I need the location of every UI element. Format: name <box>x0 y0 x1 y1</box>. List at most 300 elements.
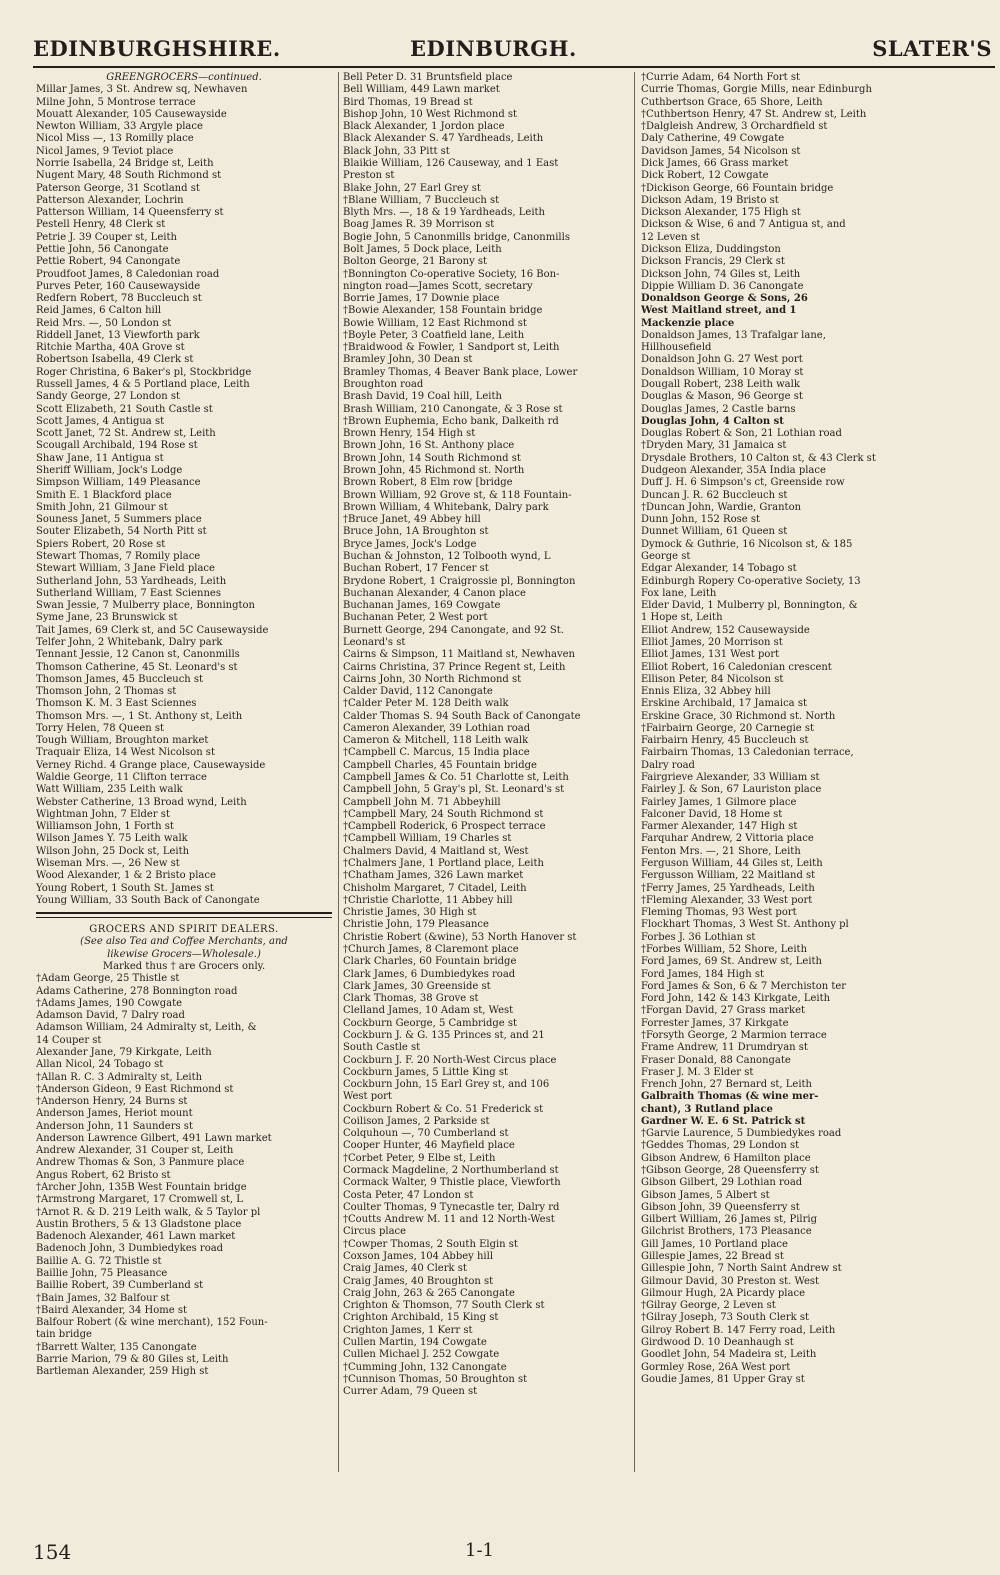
directory-entry: Blaikie William, 126 Causeway, and 1 East <box>343 157 559 169</box>
directory-entry: Campbell John, 5 Gray's pl, St. Leonard's st <box>343 784 565 796</box>
directory-entry: †Gilray George, 2 Leven st <box>641 1300 776 1312</box>
directory-entry: Fenton Mrs. —, 21 Shore, Leith <box>641 845 801 857</box>
directory-entry: Pestell Henry, 48 Clerk st <box>36 219 166 231</box>
directory-entry: South Castle st <box>343 1042 421 1054</box>
directory-entry: Simpson William, 149 Pleasance <box>36 477 201 489</box>
directory-entry: Craig John, 263 & 265 Canongate <box>343 1287 515 1299</box>
directory-entry: Roger Christina, 6 Baker's pl, Stockbridge <box>36 366 252 378</box>
directory-entry: Crighton James, 1 Kerr st <box>343 1324 473 1336</box>
directory-entry: Calder Thomas S. 94 South Back of Canongate <box>343 710 581 722</box>
directory-entry: Andrew Alexander, 31 Couper st, Leith <box>36 1145 234 1157</box>
directory-entry: Duncan J. R. 62 Buccleuch st <box>641 489 788 501</box>
directory-entry: Gilmour Hugh, 2A Picardy place <box>641 1287 805 1299</box>
directory-entry: †Campbell Roderick, 6 Prospect terrace <box>343 821 546 833</box>
directory-entry: †Christie Charlotte, 11 Abbey hill <box>343 894 513 906</box>
directory-entry: Waldie George, 11 Clifton terrace <box>36 772 207 784</box>
directory-entry: †Chatham James, 326 Lawn market <box>343 870 524 882</box>
directory-entry: Black Alexander, 1 Jordon place <box>343 121 505 133</box>
directory-entry: Falconer David, 18 Home st <box>641 808 783 820</box>
directory-entry: Nicol James, 9 Teviot place <box>36 145 174 157</box>
directory-entry: Donaldson George & Sons, 26 <box>641 293 808 305</box>
directory-entry: Cameron Alexander, 39 Lothian road <box>343 722 531 734</box>
directory-entry: Dunn John, 152 Rose st <box>641 514 760 526</box>
directory-entry: †Armstrong Margaret, 17 Cromwell st, L <box>36 1194 243 1206</box>
directory-entry: †Cunnison Thomas, 50 Broughton st <box>343 1373 528 1385</box>
directory-entry: Fairbairn Thomas, 13 Caledonian terrace, <box>641 747 854 759</box>
directory-entry: Scougall Archibald, 194 Rose st <box>36 440 198 452</box>
directory-entry: Clelland James, 10 Adam st, West <box>343 1005 514 1017</box>
directory-entry: Donaldson William, 10 Moray st <box>641 366 804 378</box>
directory-entry: Russell James, 4 & 5 Portland place, Leith <box>36 379 250 391</box>
directory-entry: Ford John, 142 & 143 Kirkgate, Leith <box>641 993 831 1005</box>
directory-entry: Purves Peter, 160 Causewayside <box>36 280 201 292</box>
directory-entry: Bramley Thomas, 4 Beaver Bank place, Lower <box>343 366 578 378</box>
directory-entry: †Allan R. C. 3 Admiralty st, Leith <box>36 1071 203 1083</box>
directory-entry: Elliot James, 20 Morrison st <box>641 636 783 648</box>
directory-entry: †Boyle Peter, 3 Coatfield lane, Leith <box>343 329 525 341</box>
directory-entry: Broughton road <box>343 379 424 391</box>
directory-entry: †Currie Adam, 64 North Fort st <box>641 72 801 83</box>
directory-entry: 1 Hope st, Leith <box>641 612 723 624</box>
directory-entry: Buchanan Peter, 2 West port <box>343 612 488 624</box>
directory-entry: Adamson David, 7 Dalry road <box>36 1010 185 1022</box>
directory-entry: †Forgan David, 27 Grass market <box>641 1005 806 1017</box>
directory-entry: Patterson Alexander, Lochrin <box>36 194 184 206</box>
directory-entry: Proudfoot James, 8 Caledonian road <box>36 268 220 280</box>
directory-entry: Adamson William, 24 Admiralty st, Leith, & <box>36 1022 257 1034</box>
directory-entry: Coulter Thomas, 9 Tynecastle ter, Dalry rd <box>343 1201 560 1213</box>
directory-column-1 <box>36 72 332 1379</box>
directory-entry: nington road—James Scott, secretary <box>343 280 533 292</box>
directory-entry: Souness Janet, 5 Summers place <box>36 514 202 526</box>
directory-entry: Wightman John, 7 Elder st <box>36 808 170 820</box>
directory-entry: Buchan & Johnston, 12 Tolbooth wynd, L <box>343 550 551 562</box>
directory-entry: Clark James, 6 Dumbiedykes road <box>343 968 516 980</box>
directory-entry: †Fairbairn George, 20 Carnegie st <box>641 722 815 734</box>
directory-entry: Tennant Jessie, 12 Canon st, Canonmills <box>36 649 240 661</box>
directory-entry: Millar James, 3 St. Andrew sq, Newhaven <box>36 84 248 96</box>
directory-entry: Fraser J. M. 3 Elder st <box>641 1066 754 1078</box>
page-footer <box>0 1540 1000 1570</box>
directory-entry: Anderson Lawrence Gilbert, 491 Lawn market <box>36 1132 272 1144</box>
directory-entry: Duff J. H. 6 Simpson's ct, Greenside row <box>641 477 845 489</box>
directory-entry: †Bowie Alexander, 158 Fountain bridge <box>343 305 543 317</box>
directory-entry: Dymock & Guthrie, 16 Nicolson st, & 185 <box>641 538 853 550</box>
directory-entry: Farmer Alexander, 147 High st <box>641 821 798 833</box>
directory-entry: †Archer John, 135B West Fountain bridge <box>36 1182 247 1194</box>
directory-entry: Reid Mrs. —, 50 London st <box>36 317 172 329</box>
directory-entry: Cormack Magdeline, 2 Northumberland st <box>343 1165 559 1177</box>
directory-entry: Baillie Robert, 39 Cumberland st <box>36 1280 204 1292</box>
directory-entry: Colquhoun —, 70 Cumberland st <box>343 1128 509 1140</box>
directory-entry: Stewart Thomas, 7 Romily place <box>36 550 201 562</box>
directory-entry: Bramley John, 30 Dean st <box>343 354 473 366</box>
directory-entry: Buchanan Alexander, 4 Canon place <box>343 587 526 599</box>
directory-entry: Thomson John, 2 Thomas st <box>36 686 177 698</box>
directory-entry: Cooper Hunter, 46 Mayfield place <box>343 1140 515 1152</box>
directory-entry: Gill James, 10 Portland place <box>641 1238 788 1250</box>
directory-entry: Elder David, 1 Mulberry pl, Bonnington, & <box>641 600 858 612</box>
directory-entry: Riddell Janet, 13 Viewforth park <box>36 329 200 341</box>
directory-entry: Fox lane, Leith <box>641 587 717 599</box>
directory-entry: Ferguson William, 44 Giles st, Leith <box>641 858 823 869</box>
directory-entry: Dickson Alexander, 175 High st <box>641 207 801 219</box>
directory-entry: Forrester James, 37 Kirkgate <box>641 1017 789 1029</box>
directory-entry: †Dickison George, 66 Fountain bridge <box>641 182 834 194</box>
directory-entry: West Maitland street, and 1 <box>641 305 797 317</box>
directory-entry: Dalry road <box>641 759 695 771</box>
directory-entry: †Barrett Walter, 135 Canongate <box>36 1341 197 1353</box>
directory-entry: Douglas James, 2 Castle barns <box>641 403 796 415</box>
directory-entry: Ford James, 184 High st <box>641 968 764 980</box>
column-separator <box>634 72 635 1472</box>
header-rule <box>33 66 995 68</box>
directory-entry: Bogie John, 5 Canonmills bridge, Canonmills <box>343 231 570 243</box>
directory-entry: Coxson James, 104 Abbey hill <box>343 1251 494 1262</box>
directory-entry: Gardner W. E. 6 St. Patrick st <box>641 1115 806 1127</box>
directory-entry: Bruce John, 1A Broughton st <box>343 526 489 538</box>
directory-entry: Baillie A. G. 72 Thistle st <box>36 1255 162 1267</box>
directory-entry: Gibson Gilbert, 29 Lothian road <box>641 1177 803 1189</box>
directory-entry: Ennis Eliza, 32 Abbey hill <box>641 686 771 698</box>
directory-entry: †Campbell C. Marcus, 15 India place <box>343 747 530 759</box>
directory-entry: Souter Elizabeth, 54 North Pitt st <box>36 526 207 538</box>
directory-entry: †Church James, 8 Claremont place <box>343 943 519 955</box>
directory-entry: Badenoch John, 3 Dumbiedykes road <box>36 1243 224 1255</box>
directory-entry: Blake John, 27 Earl Grey st <box>343 182 481 194</box>
directory-entry: Fairbairn Henry, 45 Buccleuch st <box>641 735 809 747</box>
directory-entry: †Forsyth George, 2 Marmion terrace <box>641 1029 827 1041</box>
directory-entry: Verney Richd. 4 Grange place, Causewayside <box>36 759 266 771</box>
directory-entry: Galbraith Thomas (& wine mer- <box>641 1091 819 1103</box>
directory-entry: 14 Couper st <box>36 1034 102 1046</box>
section-subnote: Marked thus † are Grocers only. <box>102 960 266 972</box>
directory-entry: Swan Jessie, 7 Mulberry place, Bonnington <box>36 600 255 612</box>
directory-entry: Black John, 33 Pitt st <box>343 145 450 157</box>
directory-entry: Cockburn J. & G. 135 Princes st, and 21 <box>343 1029 545 1041</box>
directory-entry: Preston st <box>343 170 395 182</box>
directory-entry: Robertson Isabella, 49 Clerk st <box>36 354 194 366</box>
directory-entry: Campbell Charles, 45 Fountain bridge <box>343 759 537 771</box>
directory-entry: Thomson Catherine, 45 St. Leonard's st <box>36 661 238 673</box>
directory-entry: Goudie James, 81 Upper Gray st <box>641 1373 805 1385</box>
directory-entry: Boag James R. 39 Morrison st <box>343 219 495 231</box>
directory-entry: Anderson James, Heriot mount <box>36 1108 193 1120</box>
directory-entry: Gilbert William, 26 James st, Pilrig <box>641 1214 817 1226</box>
directory-entry: †Coutts Andrew M. 11 and 12 North-West <box>343 1214 555 1226</box>
directory-entry: Wilson James Y. 75 Leith walk <box>36 833 188 845</box>
directory-entry: Ellison Peter, 84 Nicolson st <box>641 673 784 685</box>
directory-entry: Torry Helen, 78 Queen st <box>36 722 165 734</box>
directory-entry: Mackenzie place <box>641 317 735 329</box>
directory-entry: 12 Leven st <box>641 231 700 243</box>
directory-entry: Adams Catherine, 278 Bonnington road <box>36 985 238 997</box>
directory-entry: Erskine Grace, 30 Richmond st. North <box>641 710 836 722</box>
directory-entry: Cockburn George, 5 Cambridge st <box>343 1017 518 1029</box>
directory-entry: Andrew Thomas & Son, 3 Panmure place <box>36 1157 245 1169</box>
directory-entry: Gilchrist Brothers, 173 Pleasance <box>641 1226 812 1238</box>
directory-entry: Wiseman Mrs. —, 26 New st <box>36 858 180 869</box>
directory-entry: Gormley Rose, 26A West port <box>641 1361 791 1373</box>
directory-entry: Brydone Robert, 1 Craigrossie pl, Bonnington <box>343 575 576 587</box>
directory-entry: Drysdale Brothers, 10 Calton st, & 43 Clerk st <box>641 452 876 464</box>
directory-entry: Scott Elizabeth, 21 South Castle st <box>36 403 213 415</box>
directory-entry: Fraser Donald, 88 Canongate <box>641 1054 791 1066</box>
directory-entry: Cockburn John, 15 Earl Grey st, and 106 <box>343 1079 550 1091</box>
directory-entry: Fleming Thomas, 93 West port <box>641 907 797 919</box>
directory-entry: Brown John, 45 Richmond st. North <box>343 465 525 476</box>
directory-entry: Farquhar Andrew, 2 Vittoria place <box>641 833 814 845</box>
directory-entry: Calder David, 112 Canongate <box>343 686 493 698</box>
directory-entry: Dougall Robert, 238 Leith walk <box>641 379 800 391</box>
directory-entry: Cullen Michael J. 252 Cowgate <box>343 1349 500 1361</box>
directory-entry: Wood Alexander, 1 & 2 Bristo place <box>36 870 216 882</box>
directory-entry: †Anderson Gideon, 9 East Richmond st <box>36 1083 234 1095</box>
directory-entry: Bolt James, 5 Dock place, Leith <box>343 243 502 255</box>
directory-entry: Young Robert, 1 South St. James st <box>36 882 214 894</box>
directory-entry: Angus Robert, 62 Bristo st <box>36 1169 171 1181</box>
directory-entry: †Ferry James, 25 Yardheads, Leith <box>641 882 815 894</box>
directory-entry: Coilison James, 2 Parkside st <box>343 1115 490 1127</box>
directory-entry: †Calder Peter M. 128 Deith walk <box>343 698 509 710</box>
directory-entry: Douglas John, 4 Calton st <box>641 415 784 427</box>
directory-entry: Burnett George, 294 Canongate, and 92 St. <box>343 624 564 636</box>
directory-entry: Austin Brothers, 5 & 13 Gladstone place <box>36 1218 242 1230</box>
directory-entry: Bryce James, Jock's Lodge <box>343 538 477 550</box>
directory-entry: Christie John, 179 Pleasance <box>343 919 489 931</box>
directory-entry: Crighton Archibald, 15 King st <box>343 1312 499 1324</box>
directory-entry: †Chalmers Jane, 1 Portland place, Leith <box>343 858 544 869</box>
directory-entry: †Arnot R. & D. 219 Leith walk, & 5 Taylor pl <box>36 1206 261 1218</box>
directory-entry: †Anderson Henry, 24 Burns st <box>36 1096 188 1108</box>
directory-entry: French John, 27 Bernard st, Leith <box>641 1079 813 1091</box>
directory-entry: Bishop John, 10 West Richmond st <box>343 108 518 120</box>
directory-entry: Gillespie John, 7 North Saint Andrew st <box>641 1263 842 1275</box>
directory-entry: †Bonnington Co-operative Society, 16 Bon- <box>343 268 560 280</box>
directory-entry: Bell William, 449 Lawn market <box>343 84 500 96</box>
directory-entry: Blyth Mrs. —, 18 & 19 Yardheads, Leith <box>343 207 545 219</box>
directory-entry: Milne John, 5 Montrose terrace <box>36 96 196 108</box>
directory-entry: Gibson James, 5 Albert st <box>641 1189 770 1201</box>
directory-entry: Thomson Mrs. —, 1 St. Anthony st, Leith <box>36 710 243 722</box>
directory-entry: Dick James, 66 Grass market <box>641 157 789 169</box>
directory-entry: Cockburn J. F. 20 North-West Circus place <box>343 1054 557 1066</box>
directory-entry: †Cowper Thomas, 2 South Elgin st <box>343 1238 518 1250</box>
directory-entry: Cockburn Robert & Co. 51 Frederick st <box>343 1103 544 1115</box>
directory-entry: Costa Peter, 47 London st <box>343 1189 474 1201</box>
directory-entry: Gibson Andrew, 6 Hamilton place <box>641 1152 811 1164</box>
directory-entry: Brown John, 14 South Richmond st <box>343 452 521 464</box>
directory-entry: Cullen Martin, 194 Cowgate <box>343 1336 487 1348</box>
publisher-heading: SLATER'S <box>872 36 992 61</box>
column-separator <box>338 72 339 1472</box>
directory-entry: †Duncan John, Wardie, Granton <box>641 501 802 513</box>
directory-entry: Scott James, 4 Antigua st <box>36 415 165 427</box>
directory-entry: Stewart William, 3 Jane Field place <box>36 563 215 575</box>
directory-entry: Brown Robert, 8 Elm row [bridge <box>343 477 513 489</box>
directory-entry: Elliot Robert, 16 Caledonian crescent <box>641 661 832 673</box>
directory-entry: Smith John, 21 Gilmour st <box>36 501 168 513</box>
directory-entry: Gibson John, 39 Queensferry st <box>641 1201 800 1213</box>
directory-entry: chant), 3 Rutland place <box>641 1103 773 1115</box>
directory-entry: Donaldson John G. 27 West port <box>641 354 803 366</box>
directory-entry: tain bridge <box>36 1329 92 1341</box>
directory-entry: †Brown Euphemia, Echo bank, Dalkeith rd <box>343 415 559 427</box>
directory-entry: Fairley J. & Son, 67 Lauriston place <box>641 784 822 796</box>
directory-entry: Dick Robert, 12 Cowgate <box>641 170 769 182</box>
directory-entry: Sutherland John, 53 Yardheads, Leith <box>36 575 227 587</box>
directory-entry: Dickson Eliza, Duddingston <box>641 243 781 255</box>
directory-entry: †Bain James, 32 Balfour st <box>36 1292 170 1304</box>
directory-entry: Mouatt Alexander, 105 Causewayside <box>36 108 227 120</box>
directory-entry: George st <box>641 550 691 562</box>
directory-entry: Tait James, 69 Clerk st, and 5C Causewayside <box>36 624 269 636</box>
directory-entry: Bolton George, 21 Barony st <box>343 256 488 268</box>
directory-entry: West port <box>343 1091 392 1103</box>
directory-entry: Ritchie Martha, 40A Grove st <box>36 342 185 354</box>
directory-entry: Buchanan James, 169 Cowgate <box>343 600 501 612</box>
directory-entry: Christie Robert (&wine), 53 North Hanover st <box>343 931 577 943</box>
directory-entry: Dickson Francis, 29 Clerk st <box>641 256 785 268</box>
directory-entry: Fairley James, 1 Gilmore place <box>641 796 797 808</box>
page-number: 154 <box>33 1540 72 1564</box>
directory-entry: †Adam George, 25 Thistle st <box>36 973 180 985</box>
directory-entry: †Corbet Peter, 9 Elbe st, Leith <box>343 1152 496 1164</box>
directory-entry: Edgar Alexander, 14 Tobago st <box>641 563 797 575</box>
directory-entry: Gillespie James, 22 Bread st <box>641 1251 784 1262</box>
directory-entry: Ford James, 69 St. Andrew st, Leith <box>641 956 822 968</box>
directory-entry: Dippie William D. 36 Canongate <box>641 280 804 292</box>
directory-entry: †Baird Alexander, 34 Home st <box>36 1304 187 1316</box>
directory-entry: Cairns John, 30 North Richmond st <box>343 673 522 685</box>
directory-entry: Brown William, 92 Grove st, & 118 Fountain- <box>343 489 572 501</box>
directory-entry: Dunnet William, 61 Queen st <box>641 526 788 538</box>
directory-entry: Forbes J. 36 Lothian st <box>641 931 756 943</box>
directory-entry: †Cuthbertson Henry, 47 St. Andrew st, Leith <box>641 108 867 120</box>
directory-entry: Douglas & Mason, 96 George st <box>641 391 803 403</box>
directory-entry: Douglas Robert & Son, 21 Lothian road <box>641 428 842 440</box>
directory-entry: Leonard's st <box>343 636 406 648</box>
directory-entry: Elliot Andrew, 152 Causewayside <box>641 624 810 636</box>
directory-entry: †Dryden Mary, 31 Jamaica st <box>641 440 787 452</box>
directory-entry: Elliot James, 131 West port <box>641 649 780 661</box>
directory-entry: Nugent Mary, 48 South Richmond st <box>36 170 222 182</box>
directory-entry: Barrie Marion, 79 & 80 Giles st, Leith <box>36 1353 229 1365</box>
directory-entry: †Geddes Thomas, 29 London st <box>641 1140 800 1152</box>
directory-entry: †Gibson George, 28 Queensferry st <box>641 1165 819 1177</box>
section-heading: GROCERS AND SPIRIT DEALERS. <box>89 924 279 936</box>
directory-entry: Currer Adam, 79 Queen st <box>343 1386 478 1398</box>
directory-entry: Gilmour David, 30 Preston st. West <box>641 1275 820 1287</box>
directory-entry: Newton William, 33 Argyle place <box>36 121 203 133</box>
directory-entry: Traquair Eliza, 14 West Nicolson st <box>36 747 215 759</box>
directory-entry: Dickson John, 74 Giles st, Leith <box>641 268 801 280</box>
directory-entry: Young William, 33 South Back of Canongate <box>36 894 260 906</box>
directory-entry: Bartleman Alexander, 259 High st <box>36 1366 209 1378</box>
directory-entry: Spiers Robert, 20 Rose st <box>36 538 166 550</box>
directory-entry: Black Alexander S. 47 Yardheads, Leith <box>343 133 544 145</box>
directory-entry: Chisholm Margaret, 7 Citadel, Leith <box>343 882 527 894</box>
directory-entry: Dickson Adam, 19 Bristo st <box>641 194 779 206</box>
directory-entry: Nicol Miss —, 13 Romilly place <box>36 133 194 145</box>
directory-entry: Fairgrieve Alexander, 33 William st <box>641 772 820 784</box>
directory-entry: Cockburn James, 5 Little King st <box>343 1066 508 1078</box>
section-note: likewise Grocers—Wholesale.) <box>107 948 261 960</box>
directory-entry: Alexander Jane, 79 Kirkgate, Leith <box>36 1046 212 1058</box>
town-heading: EDINBURGH. <box>410 36 577 61</box>
directory-entry: Clark James, 30 Greenside st <box>343 980 491 992</box>
directory-entry: Scott Janet, 72 St. Andrew st, Leith <box>36 428 216 440</box>
directory-entry: Craig James, 40 Clerk st <box>343 1263 467 1275</box>
county-heading: EDINBURGHSHIRE. <box>33 36 281 61</box>
directory-entry: †Garvie Laurence, 5 Dumbiedykes road <box>641 1128 842 1140</box>
directory-entry: Pettie John, 56 Canongate <box>36 243 169 255</box>
directory-entry: Gilroy Robert B. 147 Ferry road, Leith <box>641 1324 836 1336</box>
directory-entry: Campbell James & Co. 51 Charlotte st, Leith <box>343 772 569 784</box>
directory-entry: Syme Jane, 23 Brunswick st <box>36 612 178 624</box>
directory-entry: Cairns & Simpson, 11 Maitland st, Newhaven <box>343 649 575 661</box>
directory-entry: †Dalgleish Andrew, 3 Orchardfield st <box>641 121 828 133</box>
directory-entry: Fergusson William, 22 Maitland st <box>641 870 816 882</box>
directory-entry: Bird Thomas, 19 Bread st <box>343 96 473 108</box>
directory-entry: Cuthbertson Grace, 65 Shore, Leith <box>641 96 823 108</box>
directory-entry: Erskine Archibald, 17 Jamaica st <box>641 698 807 710</box>
directory-entry: Brash William, 210 Canongate, & 3 Rose st <box>343 403 563 415</box>
section-note: (See also Tea and Coffee Merchants, and <box>80 936 288 948</box>
directory-entry: Smith E. 1 Blackford place <box>36 489 172 501</box>
directory-entry: Thomson James, 45 Buccleuch st <box>36 673 204 685</box>
directory-entry: †Forbes William, 52 Shore, Leith <box>641 943 808 955</box>
directory-entry: Brown John, 16 St. Anthony place <box>343 440 515 452</box>
directory-entry: Flockhart Thomas, 3 West St. Anthony pl <box>641 919 849 931</box>
directory-entry: Brown Henry, 154 High st <box>343 428 476 440</box>
directory-entry: Watt William, 235 Leith walk <box>36 784 183 796</box>
directory-entry: Hillhousefield <box>641 342 712 354</box>
directory-entry: †Cumming John, 132 Canongate <box>343 1361 507 1373</box>
directory-entry: Chalmers David, 4 Maitland st, West <box>343 845 529 857</box>
directory-column-2 <box>343 72 629 1398</box>
directory-entry: Thomson K. M. 3 East Sciennes <box>36 698 197 710</box>
directory-entry: Edinburgh Ropery Co-operative Society, 13 <box>641 575 861 587</box>
directory-entry: Circus place <box>343 1226 407 1238</box>
directory-entry: Clark Thomas, 38 Grove st <box>343 993 479 1005</box>
directory-entry: Currie Thomas, Gorgie Mills, near Edinburgh <box>641 84 872 96</box>
directory-entry: Balfour Robert (& wine merchant), 152 Foun- <box>36 1317 268 1329</box>
directory-entry: Craig James, 40 Broughton st <box>343 1275 494 1287</box>
directory-entry: Sheriff William, Jock's Lodge <box>36 465 183 476</box>
directory-entry: †Gilray Joseph, 73 South Clerk st <box>641 1312 810 1324</box>
directory-entry: Bowie William, 12 East Richmond st <box>343 317 527 329</box>
directory-entry: †Bruce Janet, 49 Abbey hill <box>343 514 481 526</box>
directory-entry: †Blane William, 7 Buccleuch st <box>343 194 500 206</box>
directory-entry: Norrie Isabella, 24 Bridge st, Leith <box>36 157 214 169</box>
directory-entry: Cormack Walter, 9 Thistle place, Viewforth <box>343 1177 561 1189</box>
directory-entry: Ford James & Son, 6 & 7 Merchiston ter <box>641 980 847 992</box>
directory-entry: Dickson & Wise, 6 and 7 Antigua st, and <box>641 219 846 231</box>
directory-entry: Campbell John M. 71 Abbeyhill <box>343 796 501 808</box>
directory-entry: Patterson William, 14 Queensferry st <box>36 207 224 219</box>
directory-entry: Allan Nicol, 24 Tobago st <box>36 1059 164 1071</box>
directory-entry: Paterson George, 31 Scotland st <box>36 182 200 194</box>
directory-entry: Girdwood D. 10 Deanhaugh st <box>641 1336 794 1348</box>
directory-entry: Reid James, 6 Calton hill <box>36 305 162 317</box>
directory-entry: Anderson John, 11 Saunders st <box>36 1120 193 1132</box>
page-header <box>0 36 1000 66</box>
directory-entry: Webster Catherine, 13 Broad wynd, Leith <box>36 796 247 808</box>
directory-entry: Christie James, 30 High st <box>343 907 477 919</box>
section-title: GREENGROCERS—continued. <box>106 72 262 83</box>
directory-entry: Cameron & Mitchell, 118 Leith walk <box>343 735 529 747</box>
